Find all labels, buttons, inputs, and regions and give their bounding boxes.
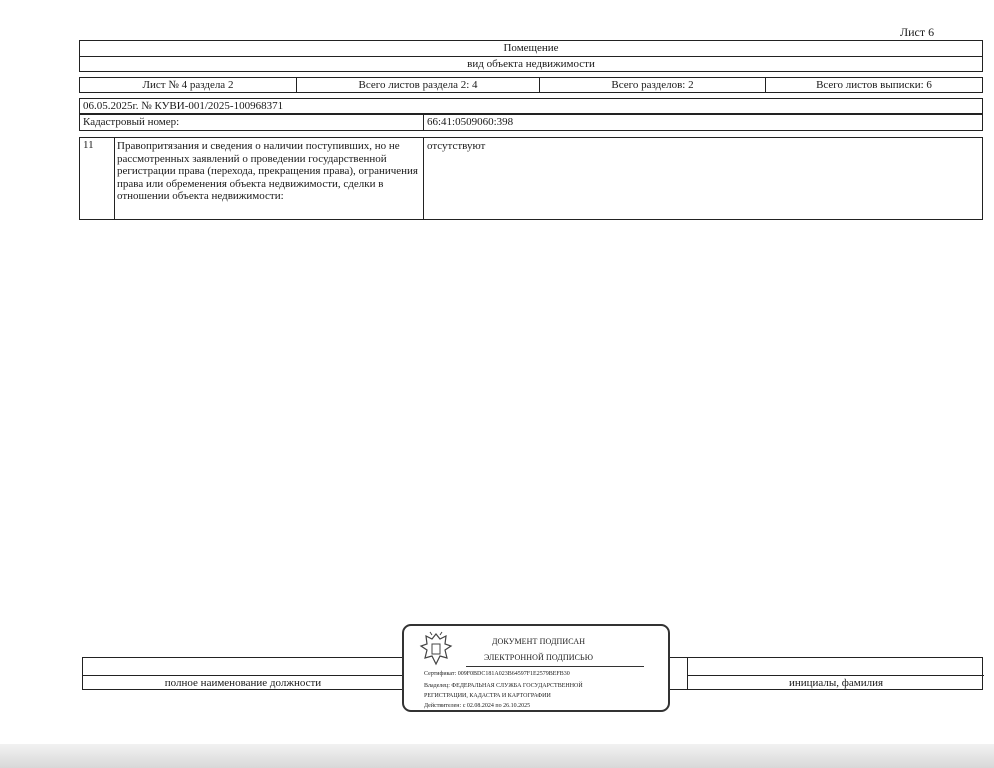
position-cell [83, 658, 403, 689]
electronic-signature-stamp [402, 624, 670, 712]
name-label: инициалы, фамилия [788, 677, 884, 689]
name-cell [687, 658, 984, 689]
position-line [83, 675, 403, 676]
document-number-row [79, 98, 983, 114]
stamp-line-2: ЭЛЕКТРОННОЙ ПОДПИСЬЮ [484, 653, 594, 662]
cadastral-value: 66:41:0509060:398 [427, 116, 514, 128]
claims-row [79, 137, 983, 220]
total-sheets: Всего листов выписки: 6 [816, 79, 932, 91]
total-sections: Всего разделов: 2 [540, 78, 766, 92]
header-divider [80, 56, 982, 57]
cadastral-label: Кадастровый номер: [80, 115, 424, 130]
item-value: отсутствуют [427, 140, 486, 152]
stamp-owner-1: Владелец: ФЕДЕРАЛЬНАЯ СЛУЖБА ГОСУДАРСТВЕННОЙ [424, 683, 583, 689]
stamp-certificate: Сертификат: 009F0BDC181A023B64597F1E2579BEFB30 [424, 671, 570, 677]
sheet-of-section: Лист № 4 раздела 2 [80, 78, 297, 92]
name-line [688, 675, 984, 676]
stamp-divider [466, 666, 644, 667]
item-number: 11 [80, 138, 115, 219]
sheet-number-label: Лист 6 [900, 25, 935, 39]
object-title: Помещение [503, 42, 559, 54]
stamp-line-1: ДОКУМЕНТ ПОДПИСАН [492, 637, 586, 646]
object-subtitle: вид объекта недвижимости [467, 58, 595, 70]
coat-of-arms-icon [418, 630, 454, 670]
object-type-header [79, 40, 983, 72]
stamp-owner-2: РЕГИСТРАЦИИ, КАДАСТРА И КАРТОГРАФИИ [424, 693, 551, 699]
scan-edge-shadow [0, 744, 994, 768]
stamp-validity: Действителен: с 02.08.2024 по 26.10.2025 [424, 703, 531, 709]
item-description: Правопритязания и сведения о наличии поступивших, но не рассмотренных заявлений о проведении государственной регистрации права (перехода, прекращения права), ограничения права или обременения объекта недвижимости, сделки в отношении объекта недвижимости: [115, 138, 424, 219]
position-label: полное наименование должности [164, 677, 322, 689]
section-sheets-count: Всего листов раздела 2: 4 [297, 78, 540, 92]
cadastral-row [79, 114, 983, 131]
document-number: 06.05.2025г. № КУВИ-001/2025-100968371 [83, 100, 284, 112]
sheet-info-row [79, 77, 983, 93]
